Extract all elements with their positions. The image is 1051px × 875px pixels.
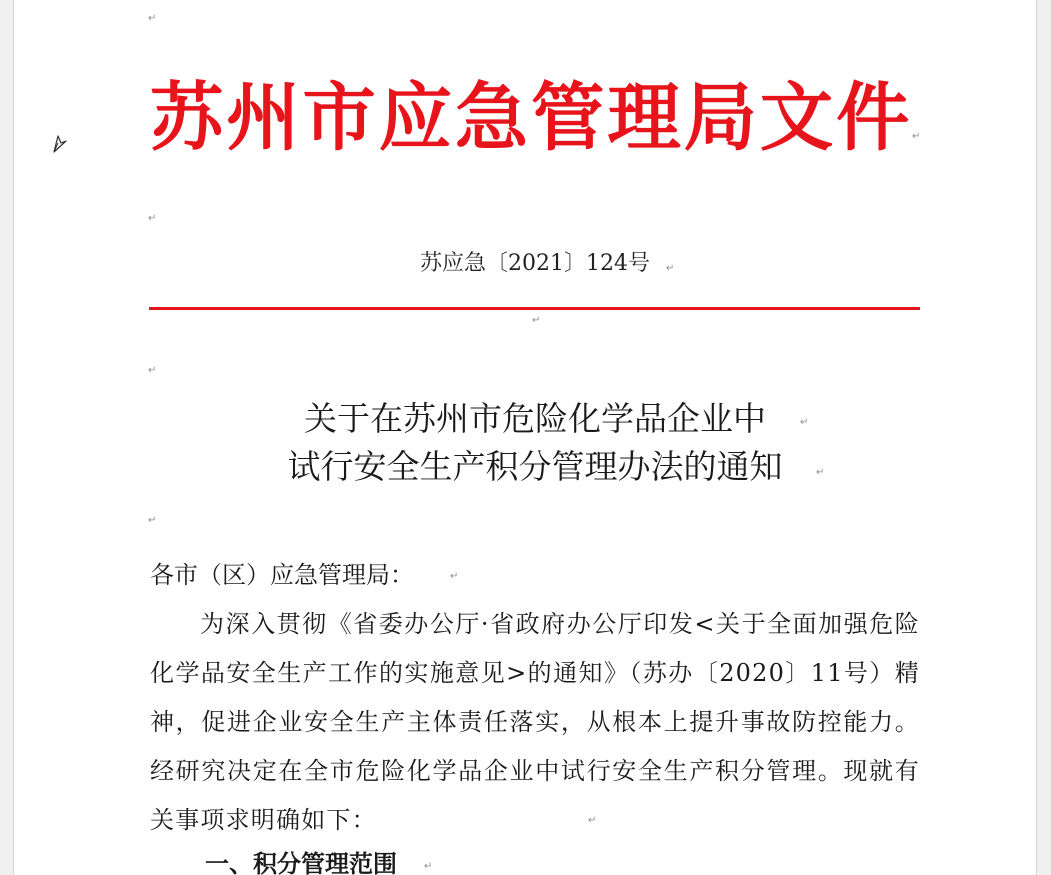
document-number: 苏应急〔2021〕124号 [420,251,650,276]
intro-paragraph: 为深入贯彻《省委办公厅·省政府办公厅印发<关于全面加强危险化学品安全生产工作的实施意见>的通知》（苏办〔2020〕11号）精神，促进企业安全生产主体责任落实，从根本上提升事故防控能力。经研究决定在全市危险化学品企业中试行安全生产积分管理。现就有关事项求明确如下： [150,610,920,834]
paragraph-mark: ↵ [816,467,825,478]
paragraph-mark: ↵ [148,365,157,376]
red-divider-line [149,307,920,310]
notice-title-line-2: 试行安全生产积分管理办法的通知 [287,447,783,486]
paragraph-mark: ↵ [424,861,433,872]
mouse-pointer-icon [52,132,68,154]
notice-title [150,395,920,491]
paragraph-mark: ↵ [532,315,541,326]
paragraph-mark: ↵ [450,571,459,582]
page-margin-left [0,0,14,875]
paragraph-mark: ↵ [666,263,675,274]
page-margin-right [1036,0,1051,875]
section-heading: 一、积分管理范围 [205,850,397,875]
paragraph-mark: ↵ [148,13,157,24]
paragraph-mark: ↵ [588,815,597,826]
paragraph-mark: ↵ [148,213,157,224]
document-header-title: 苏州市应急管理局文件 [150,75,913,161]
paragraph-mark: ↵ [148,515,157,526]
paragraph-mark: ↵ [912,131,921,142]
salutation: 各市（区）应急管理局： [150,561,414,589]
notice-title-line-1: 关于在苏州市危险化学品企业中 [304,399,766,438]
paragraph-mark: ↵ [800,417,809,428]
